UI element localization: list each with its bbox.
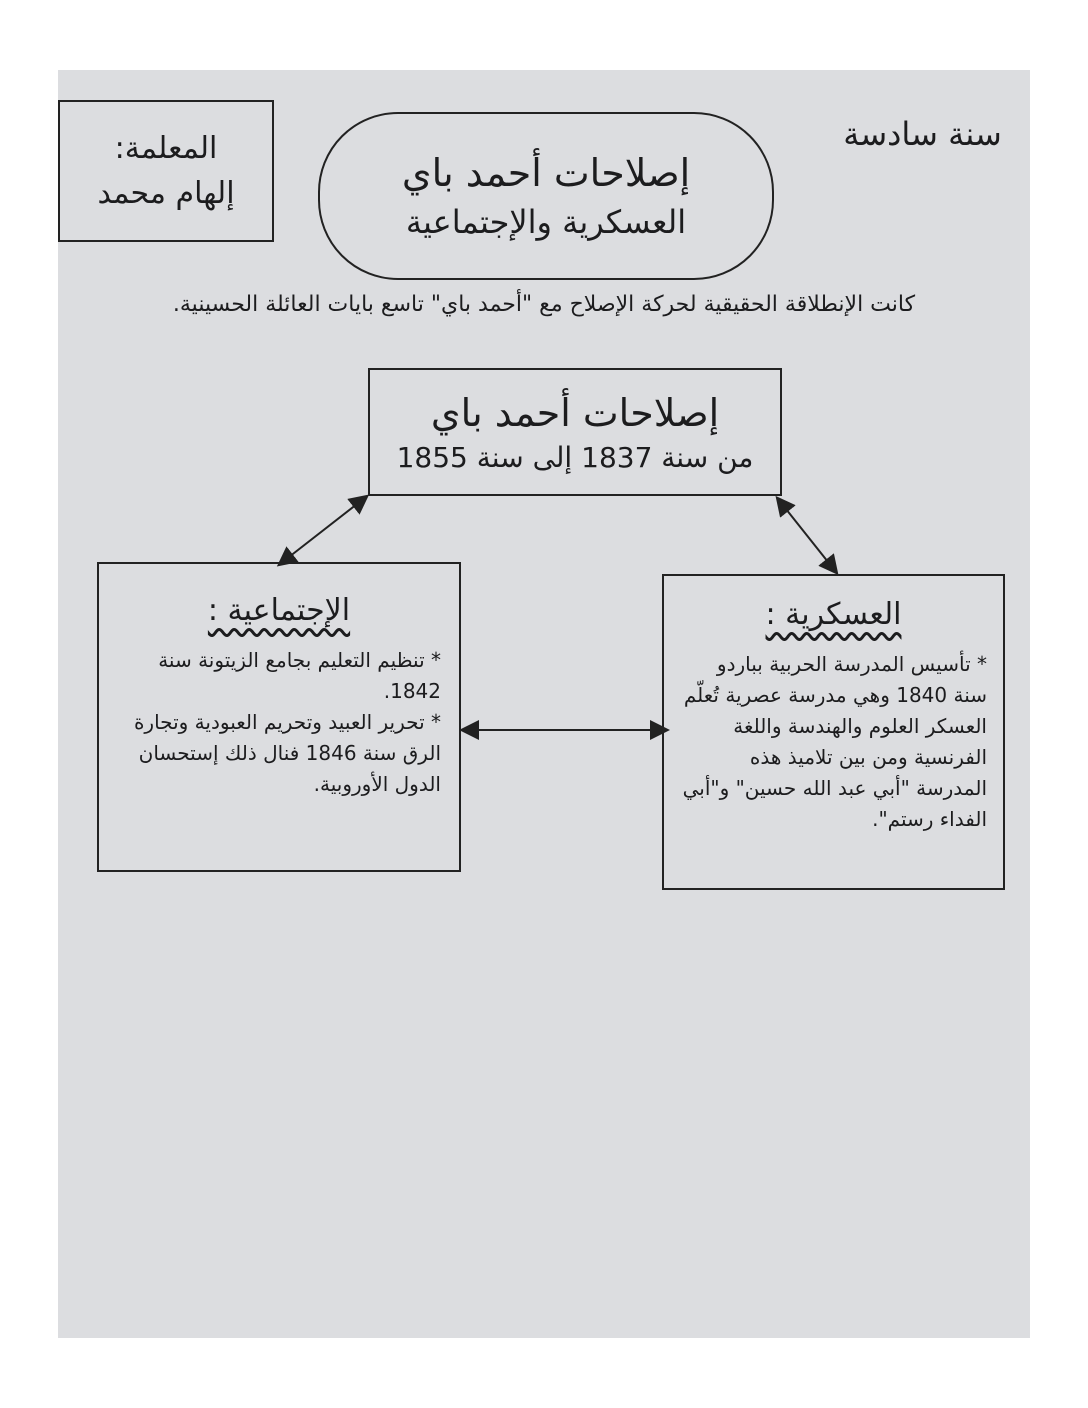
military-title: العسكرية : (765, 597, 902, 632)
teacher-label: المعلمة: (114, 131, 218, 166)
central-title: إصلاحات أحمد باي (430, 390, 720, 435)
military-item: * تأسيس المدرسة الحربية بباردو سنة 1840 وهي مدرسة عصرية تُعلّم العسكر العلوم والهندسة واللغة الفرنسية ومن بين تلاميذ هذه المدرسة "أبي عبد الله حسين" و"أبي الفداء رستم". (682, 651, 987, 831)
title-line1: إصلاحات أحمد باي (401, 151, 691, 195)
central-period: من سنة 1837 إلى سنة 1855 (396, 440, 754, 474)
arrow-center-to-military (778, 499, 836, 572)
social-item: * تنظيم التعليم بجامع الزيتونة سنة 1842. (158, 647, 441, 703)
social-title: الإجتماعية : (207, 593, 351, 628)
social-item: * تحرير العبيد وتحريم العبودية وتجارة الرق سنة 1846 فنال ذلك إستحسان الدول الأوروبية. (133, 709, 441, 796)
grade-label: سنة سادسة (843, 115, 1002, 153)
intro-text: كانت الإنطلاقة الحقيقية لحركة الإصلاح مع "أحمد باي" تاسع بايات العائلة الحسينية. (172, 292, 916, 317)
title-line2: العسكرية والإجتماعية (405, 203, 687, 242)
teacher-name: إلهام محمد (97, 176, 235, 211)
arrow-center-to-social (280, 497, 366, 564)
